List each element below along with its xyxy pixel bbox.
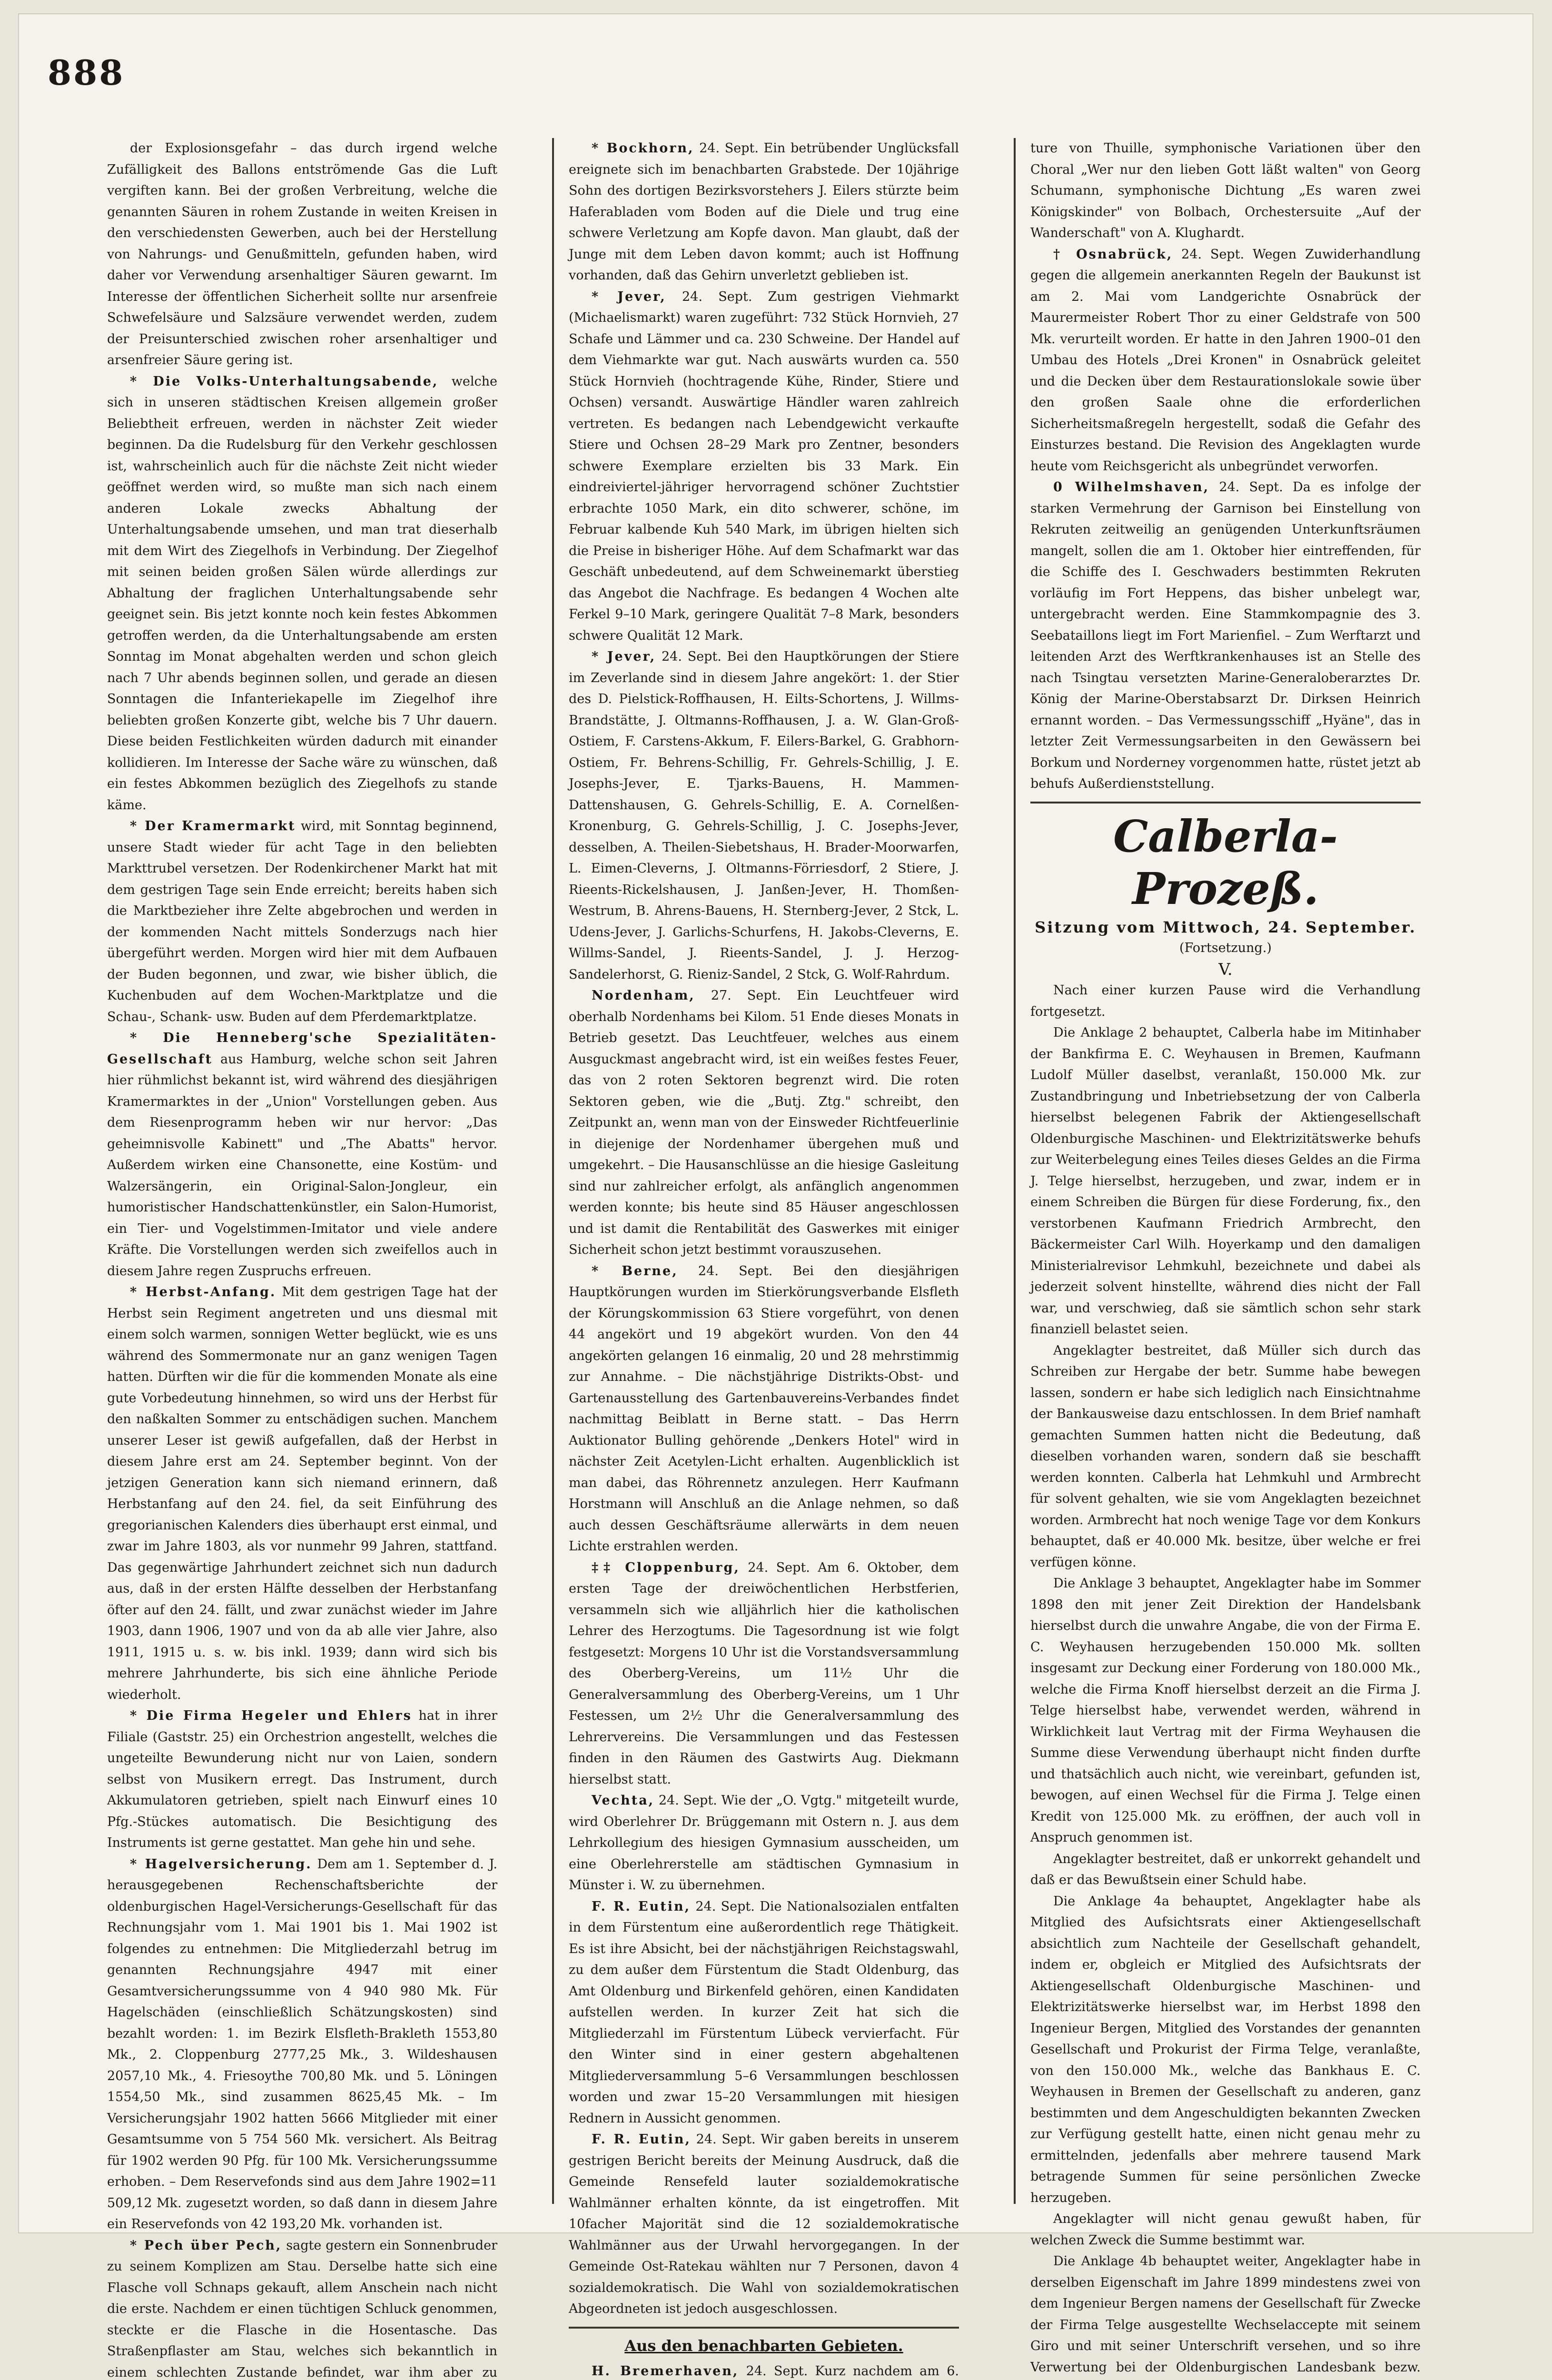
article-body: 24. Sept. Am 6. Oktober, dem ersten Tage der dreiwöchentlichen Herbstferien, versammeln sich wie alljährlich hier die katholischen Lehrer des Herzogtums. Die Tagesordnung ist wie folgt festgesetzt: Morgens 10 Uhr ist die Vorstandsversammlung des Oberberg-Vereins, um 11½ Uhr die Generalversammlung des Oberberg-Vereins, um 1 Uhr Festessen, um 2½ Uhr die Generalversammlung des Lehrervereins. Die Versammlungen und das Festessen finden in den Räumen des Gastwirts Aug. Diekmann hierselbst statt. xyxy=(569,1560,959,1787)
article-wilhelmshaven xyxy=(1030,477,1421,795)
article-body: 24. Sept. Bei den diesjährigen Hauptkörungen wurden im Stierkörungsverbande Elsfleth der Körungskommission 63 Stiere vorgeführt, von denen 44 angekört und 19 abgekört wurden. Von den 44 angekörten gelangen 16 einmalig, 20 und 28 mehrstimmig zur Annahme. – Die nächstjährige Distrikts-Obst- und Gartenausstellung des Gartenbauvereins-Verbandes findet nachmittag Beiblatt in Berne statt. – Das Herrn Auktionator Bulling gehörende „Denkers Hotel" wird in nächster Zeit Acetylen-Licht erhalten. Augenblicklich ist man dabei, das Röhrennetz anzulegen. Herr Kaufmann Horstmann will Anschluß an die Anlage nehmen, so daß auch dessen Geschäftsräume allerwärts in dem neuen Lichte erstrahlen werden. xyxy=(569,1264,959,1554)
trial-title: Calberla-Prozeß. xyxy=(1030,810,1421,915)
article-body: aus Hamburg, welche schon seit Jahren hier rühmlichst bekannt ist, wird während des diesjährigen Kramermarktes in der „Union" Vorstellungen geben. Aus dem Riesenprogramm heben wir nur hervor: „Das geheimnisvolle Kabinett" und „The Abatts" hervor. Außerdem wirken eine Chansonette, eine Kostüm- und Walzersängerin, ein Original-Salon-Jongleur, ein humoristischer Handschattenkünstler, ein Salon-Humorist, ein Tier- und Vogelstimmen-Imitator und viele andere Kräfte. Die Vorstellungen werden sich zweifellos auch in diesem Jahre regen Zuspruchs erfreuen. xyxy=(107,1052,497,1279)
column-rule-left xyxy=(552,138,554,2204)
article-jever-koerung xyxy=(569,646,959,985)
article-body: 24. Sept. Wie der „O. Vgtg." mitgeteilt wurde, wird Oberlehrer Dr. Brüggemann mit Ostern n. J. aus dem Lehrkollegium des hiesigen Gymnasium ausscheiden, um eine Oberlehrerstelle am städtischen Gymnasium in Münster i. W. zu übernehmen. xyxy=(569,1793,959,1893)
trial-part: V. xyxy=(1030,959,1421,981)
newspaper-page xyxy=(19,14,1532,2232)
article-body: 27. Sept. Ein Leuchtfeuer wird oberhalb Nordenhams bei Kilom. 51 Ende dieses Monats in Betrieb gesetzt. Das Leuchtfeuer, welches aus einem Ausguckmast angebracht wird, ist ein weißes festes Feuer, das von 2 roten Sektoren begrenzt wird. Die roten Sektoren geben, wie die „Butj. Ztg." schreibt, den Zeitpunkt an, wenn man von der Einsweder Richtfeuerlinie in diejenige der Nordenhamer übergehen muß und umgekehrt. – Die Hausanschlüsse an die hiesige Gasleitung sind nur zahlreicher erfolgt, als anfänglich angenommen werden konnte; bis heute sind 85 Häuser angeschlossen und ist damit die Rentabilität des Gaswerkes mit einiger Sicherheit schon jetzt bestimmt vorauszusehen. xyxy=(569,988,959,1257)
headline: Vechta, xyxy=(592,1793,654,1808)
headline: * Pech über Pech, xyxy=(130,2238,282,2253)
trial-para: Angeklagter bestreitet, daß er unkorrekt gehandelt und daß er das Bewußtsein einer Schuld habe. xyxy=(1030,1849,1421,1891)
article-body: 24. Sept. Wegen Zuwiderhandlung gegen die allgemein anerkannten Regeln der Baukunst ist am 2. Mai vom Landgerichte Osnabrück der Maurermeister Robert Thor zu einer Geldstrafe von 500 Mk. verurteilt worden. Er hatte in den Jahren 1900–01 den Umbau des Hotels „Drei Kronen" in Osnabrück geleitet und die Decken über dem Restaurationslokale sowie über den großen Saale ohne die erforderlichen Sicherheitsmaßregeln hergestellt, sodaß die Gefahr des Einsturzes bestand. Die Revision des Angeklagten wurde heute vom Reichsgericht als unbegründet verworfen. xyxy=(1030,247,1421,474)
article-body: 24. Sept. Wir gaben bereits in unserem gestrigen Bericht bereits der Meinung Ausdruck, daß die Gemeinde Rensefeld lauter sozialdemokratische Wahlmänner erhalten könnte, da ist eingetroffen. Mit 10facher Majorität sind die 12 sozialdemokratische Wahlmänner aus der Urwahl hervorgegangen. In der Gemeinde Ost-Ratekau wählten nur 7 Personen, davon 4 sozialdemokratisch. Die Wahl von sozialdemokratischen Abgeordneten ist jedoch ausgeschlossen. xyxy=(569,2132,959,2316)
article-berne xyxy=(569,1261,959,1557)
headline: * Jever, xyxy=(592,289,666,304)
trial-para: Die Anklage 2 behauptet, Calberla habe im Mitinhaber der Bankfirma E. C. Weyhausen in Bremen, Kaufmann Ludolf Müller daselbst, veranlaßt, 150.000 Mk. zur Zustandbringung und Inbetriebsetzung der von Calberla hierselbst belegenen Fabrik der Aktiengesellschaft Oldenburgische Maschinen- und Elektrizitätswerke behufs zur Weiterbelegung eines Teiles dieses Geldes an die Firma J. Telge hierselbst, herzugeben, und zwar, indem er in einem Schreiben die Bürgen für diese Forderung, fix., den verstorbenen Kaufmann Friedrich Armbrecht, den Bäckermeister Carl Wilh. Hoyerkamp und den damaligen Ministerialrevisor Lehmkuhl, bezeichnete und dabei als jederzeit solvent hinstellte, während dies nicht der Fall war, und verschwieg, daß sie sämtlich schon sehr stark finanziell belastet seien. xyxy=(1030,1022,1421,1340)
article-bremerhaven xyxy=(569,2361,959,2380)
headline: Nordenham, xyxy=(592,988,695,1003)
headline: * Die Firma Hegeler und Ehlers xyxy=(130,1708,412,1723)
trial-para: Nach einer kurzen Pause wird die Verhandlung fortgesetzt. xyxy=(1030,980,1421,1022)
column-3 xyxy=(1030,138,1421,2204)
article-body: 24. Sept. Bei den Hauptkörungen der Stiere im Zeverlande sind in diesem Jahre angekört: 1. der Stier des D. Pielstick-Roffhausen, H. Eilts-Schortens, J. Willms-Brandstätte, J. Oltmanns-Roffhausen, J. a. W. Glan-Groß-Ostiem, F. Carstens-Akkum, F. Eilers-Barkel, G. Grabhorn-Ostiem, Fr. Behrens-Schillig, Fr. Gehrels-Schillig, J. E. Josephs-Jever, E. Tjarks-Bauens, H. Mammen-Dattenshausen, G. Gehrels-Schillig, E. A. Cornelßen-Kronenburg, G. Gehrels-Schillig, J. C. Josephs-Jever, desselben, A. Theilen-Siebetshaus, H. Brader-Moorwarfen, L. Eimen-Cleverns, J. Oltmanns-Förriesdorf, 2 Stiere, J. Rieents-Rickelshausen, J. Janßen-Jever, H. Thomßen-Westrum, B. Ahrens-Bauens, H. Sternberg-Jever, 2 Stck, L. Udens-Jever, J. Garlichs-Schurfens, H. Jakobs-Cleverns, E. Willms-Sandel, J. Rieents-Sandel, J. J. Herzog-Sandelerhorst, G. Rieniz-Sandel, 2 Stck, G. Wolf-Rahrdum. xyxy=(569,649,959,982)
article-bockhorn xyxy=(569,138,959,287)
headline: H. Bremerhaven, xyxy=(592,2364,739,2379)
divider xyxy=(569,2327,959,2329)
article-herbst xyxy=(107,1282,497,1706)
article-body: Dem am 1. September d. J. herausgegebenen Rechenschaftsberichte der oldenburgischen Hagel-Versicherungs-Gesellschaft für das Rechnungsjahr vom 1. Mai 1901 bis 1. Mai 1902 ist folgendes zu entnehmen: Die Mitgliederzahl betrug im genannten Rechnungsjahre 4947 mit einer Gesamtversicherungssumme von 4 940 980 Mk. Für Hagelschäden (einschließlich Schätzungskosten) sind bezahlt worden: 1. im Bezirk Elsfleth-Brakleth 1553,80 Mk., 2. Cloppenburg 2777,25 Mk., 3. Wildeshausen 2057,10 Mk., 4. Friesoythe 700,80 Mk. und 5. Löningen 1554,50 Mk., sind zusammen 8625,45 Mk. – Im Versicherungsjahr 1902 hatten 5666 Mitglieder mit einer Gesamtsumme von 5 754 560 Mk. versichert. Als Beitrag für 1902 werden 90 Pfg. für 100 Mk. Versicherungssumme erhoben. – Dem Reservefonds sind aus dem Jahre 1902=11 509,12 Mk. zugesetzt worden, so daß dann in diesem Jahre ein Reservefonds von 42 193,20 Mk. vorhanden ist. xyxy=(107,1857,497,2232)
column-2 xyxy=(569,138,959,2204)
article-pech xyxy=(107,2235,497,2380)
article-eutin-1 xyxy=(569,1896,959,2130)
trial-session: Sitzung vom Mittwoch, 24. September. xyxy=(1030,917,1421,938)
article-body: Mit dem gestrigen Tage hat der Herbst sein Regiment angetreten und uns diesmal mit einem solch warmen, sonnigen Wetter beglückt, wie es uns während des Sommermonate nur an ganz wenigen Tagen hatten. Dürften wir die für die kommenden Monate als eine gute Vorbedeutung hinnehmen, so wird uns der Herbst für den naßkalten Sommer zu entschädigen suchen. Manchem unserer Leser ist gewiß aufgefallen, daß der Herbst in diesem Jahre erst am 24. September beginnt. Von der jetzigen Generation kann sich niemand erinnern, daß Herbstanfang auf den 24. fiel, da seit Einführung des gregorianischen Kalenders dies überhaupt erst einmal, und zwar im Jahre 1803, als vor nunmehr 99 Jahren, stattfand. Das gegenwärtige Jahrhundert zeichnet sich nun dadurch aus, daß in der ersten Hälfte desselben der Herbstanfang öfter auf den 24. fällt, und zwar zunächst wieder im Jahre 1903, dann 1906, 1907 und von da ab alle vier Jahre, also 1911, 1915 u. s. w. bis inkl. 1939; dann wird sich bis mehrere Jahrhunderte, bis sich eine ähnliche Periode wiederholt. xyxy=(107,1285,497,1702)
headline: * Die Volks-Unterhaltungsabende, xyxy=(130,374,438,389)
trial-para: Angeklagter bestreitet, daß Müller sich durch das Schreiben zur Hergabe der betr. Summe habe bewegen lassen, sondern er habe sich lediglich nach Einsichtnahme der Bankausweise dazu entschlossen. In dem Brief namhaft gemachten Summen hatten nicht die Bedeutung, daß dieselben vorhanden waren, sondern daß sie beschafft werden konnten. Calberla hat Lehmkuhl und Armbrecht für solvent gehalten, wie sie vom Angeklagten bezeichnet worden. Armbrecht hat noch wenige Tage vor dem Konkurs behauptet, daß er 40.000 Mk. besitze, über welche er frei verfügen könne. xyxy=(1030,1340,1421,1574)
article-body: 24. Sept. Zum gestrigen Viehmarkt (Michaelismarkt) waren zugeführt: 732 Stück Hornvieh, 27 Schafe und Lämmer und ca. 230 Schweine. Der Handel auf dem Viehmarkte war gut. Nach auswärts wurden ca. 550 Stück Hornvieh (hochtragende Kühe, Rinder, Stiere und Ochsen) versandt. Auswärtige Händler waren zahlreich vertreten. Es bedangen nach Lebendgewicht verkaufte Stiere und Ochsen 28–29 Mark pro Zentner, besonders schwere Exemplare erzielten bis 33 Mark. Ein eindreiviertel-jähriger hervorragend schöner Zuchtstier erbrachte 1050 Mark, ein dito schwerer, schöne, im Februar kalbende Kuh 540 Mark, im übrigen hielten sich die Preise in bisheriger Höhe. Auf dem Schafmarkt war das Geschäft unbedeutend, auf dem Schweinemarkt überstieg das Angebot die Nachfrage. Es bedangen 4 Wochen alte Ferkel 9–10 Mark, geringere Qualität 7–8 Mark, besonders schwere Qualität 12 Mark. xyxy=(569,289,959,643)
article-arsenic-tail: der Explosionsgefahr – das durch irgend welche Zufälligkeit des Ballons entströmende Gas die Luft vergiften kann. Bei der großen Verbreitung, welche die genannten Säuren in rohem Zustande in weiten Kreisen in den verschiedensten Gewerben, auch bei der Herstellung von Nahrungs- und Genußmitteln, gefunden haben, wird daher vor Verwendung arsenhaltiger Säuren gewarnt. Im Interesse der öffentlichen Sicherheit sollte nur arsenfreie Schwefelsäure und Salzsäure verwendet werden, zudem der Preisunterschied zwischen roher arsenhaltiger und arsenfreier Säure gering ist. xyxy=(107,138,497,371)
section-heading: Aus den benachbarten Gebieten. xyxy=(569,2335,959,2357)
trial-para: Die Anklage 4b behauptet weiter, Angeklagter habe in derselben Eigenschaft im Jahre 1899 mindestens zwei von dem Ingenieur Bergen namens der Gesellschaft für Zwecke der Firma Telge ausgestellte Wechselaccepte mit seinem Giro und mit seiner Unterschrift versehen, und so ihre Verwertung bei der Oldenburgischen Landesbank bezw. xyxy=(1030,2251,1421,2380)
headline: * Bockhorn, xyxy=(592,141,694,156)
article-vechta xyxy=(569,1790,959,1896)
trial-para: Angeklagter will nicht genau gewußt haben, für welchen Zweck die Summe bestimmt war. xyxy=(1030,2209,1421,2251)
headline: * Der Kramermarkt xyxy=(130,819,296,833)
article-body: 24. Sept. Kurz nachdem am 6. xyxy=(569,2364,959,2380)
trial-continuation: (Fortsetzung.) xyxy=(1030,938,1421,959)
article-body: 24. Sept. Die Nationalsozialen entfalten in dem Fürstentum eine außerordentlich rege Thätigkeit. Es ist ihre Absicht, bei der nächstjährigen Reichstagswahl, zu dem außer dem Fürstentum die Stadt Oldenburg, das Amt Oldenburg und Birkenfeld gehören, einen Kandidaten aufstellen werden. In kurzer Zeit hat sich die Mitgliederzahl im Fürstentum Lübeck vervierfacht. Für den Winter sind in einer gestern abgehaltenen Mitgliederversammlung 5–6 Versammlungen beschlossen worden und zwar 15–20 Versammlungen mit hiesigen Rednern in Aussicht genommen. xyxy=(569,1899,959,2126)
headline: F. R. Eutin, xyxy=(592,2132,691,2147)
article-osnabrueck xyxy=(1030,244,1421,477)
headline: † Osnabrück, xyxy=(1053,247,1173,262)
headline: ‡‡ Cloppenburg, xyxy=(592,1560,740,1575)
headline: * Die Henneberg'sche Spezialitäten-Gesellschaft xyxy=(107,1031,497,1067)
article-body: 24. Sept. Ein betrübender Unglücksfall ereignete sich im benachbarten Grabstede. Der 10jährige Sohn des dortigen Bezirksvorstehers J. Eilers stürzte beim Haferabladen vom Boden auf die Diele und trug eine schwere Verletzung am Kopfe davon. Man glaubt, daß der Junge mit dem Leben davon kommt; auch ist Hoffnung vorhanden, daß das Gehirn unverletzt geblieben ist. xyxy=(569,141,959,283)
article-volks-unterhaltung xyxy=(107,371,497,816)
article-body: sagte gestern ein Sonnenbruder zu seinem Komplizen am Stau. Derselbe hatte sich eine Flasche voll Schnaps gekauft, allem Anschein nach nicht die erste. Nachdem er einen tüchtigen Schluck genommen, steckte er die Flasche in die Hosentasche. Das Straßenpflaster am Stau, welches sich bekanntlich in einem schlechten Zustande befindet, war ihm aber zu xyxy=(107,2238,497,2380)
article-body: 24. Sept. Da es infolge der starken Vermehrung der Garnison bei Einstellung von Rekruten zeitweilig an genügenden Unterkunftsräumen mangelt, sollen die am 1. Oktober hier eintreffenden, für die Schiffe des I. Geschwaders bestimmten Rekruten vorläufig im Fort Heppens, das bisher unbelegt war, untergebracht werden. Eine Stammkompagnie des 3. Seebataillons liegt im Fort Marienfiel. – Zum Werftarzt und leitenden Arzt des Werftkrankenhauses ist an Stelle des nach Tsingtau versetzten Marine-Generaloberarztes Dr. König der Marine-Oberstabsarzt Dr. Dirksen Heinrich ernannt worden. – Das Vermessungsschiff „Hyäne", das in letzter Zeit Vermessungsarbeiten in den Gewässern bei Borkum und Norderney vorgenommen hatte, rüstet jetzt ab behufs Außerdienststellung. xyxy=(1030,480,1421,791)
article-body: wird, mit Sonntag beginnend, unsere Stadt wieder für acht Tage in den beliebten Markttrubel versetzen. Der Rodenkirchener Markt hat mit dem gestrigen Tage sein Ende erreicht; bereits haben sich die Marktbezieher ihre Zelte abgebrochen und werden in der kommenden Nacht mittels Sonderzugs nach hier übergeführt werden. Morgen wird hier mit dem Aufbauen der Buden begonnen, und zwar, wie bisher üblich, die Kuchenbuden auf dem Wochen-Marktplatze und die Schau-, Schank- usw. Buden auf dem Pferdemarktplatze. xyxy=(107,819,497,1024)
article-henneberg xyxy=(107,1028,497,1282)
page-number: 888 xyxy=(48,52,125,93)
article-nordenham xyxy=(569,985,959,1261)
headline: F. R. Eutin, xyxy=(592,1899,691,1914)
headline: * Hagelversicherung. xyxy=(130,1857,312,1872)
article-hegeler xyxy=(107,1706,497,1854)
article-lehe-cont: ture von Thuille, symphonische Variationen über den Choral „Wer nur den lieben Gott läßt walten" von Georg Schumann, symphonische Dichtung „Es waren zwei Königskinder" von Bolbach, Orchestersuite „Auf der Wanderschaft" von A. Klughardt. xyxy=(1030,138,1421,244)
article-cloppenburg xyxy=(569,1557,959,1791)
article-body: welche sich in unseren städtischen Kreisen allgemein großer Beliebtheit erfreuen, werden in nächster Zeit wieder beginnen. Da die Rudelsburg für den Verkehr geschlossen ist, wahrscheinlich auch für die nächste Zeit nicht wieder geöffnet werden wird, so mußte man sich nach einem anderen Lokale zwecks Abhaltung der Unterhaltungsabende umsehen, und man trat dieserhalb mit dem Wirt des Ziegelhofs in Verbindung. Der Ziegelhof mit seinen beiden großen Sälen würde allerdings zur Abhaltung der fraglichen Unterhaltungsabende sehr geeignet sein. Bis jetzt konnte noch kein festes Abkommen getroffen werden, da die Unterhaltungsabende am ersten Sonntag im Monat abgehalten werden und schon gleich nach 7 Uhr abends beginnen sollen, und gerade an diesen Sonntagen die Infanteriekapelle im Ziegelhof ihre beliebten großen Konzerte gibt, welche bis 7 Uhr dauern. Diese beiden Festlichkeiten würden dadurch mit einander kollidieren. Im Interesse der Sache wäre zu wünschen, daß ein festes Abkommen bezüglich des Ziegelhofs zu stande käme. xyxy=(107,374,497,813)
trial-para: Die Anklage 3 behauptet, Angeklagter habe im Sommer 1898 den mit jener Zeit Direktion der Handelsbank hierselbst durch die unwahre Angabe, die von der Firma E. C. Weyhausen herzugebenden 150.000 Mk. sollten insgesamt zur Deckung einer Forderung von 180.000 Mk., welche die Firma Knoff hierselbst derzeit an die Firma J. Telge hierselbst habe, verwendet werden, während in Wirklichkeit laut Vertrag mit der Firma Weyhausen die Summe diese Verwendung überhaupt nicht finden durfte und thatsächlich auch nicht, wie vereinbart, gefunden ist, bewogen, auf einen Wechsel für die Firma J. Telge einen Kredit von 125.000 Mk. zu eröffnen, der auch voll in Anspruch genommen ist. xyxy=(1030,1573,1421,1849)
trial-para: Die Anklage 4a behauptet, Angeklagter habe als Mitglied des Aufsichtsrats einer Aktiengesellschaft absichtlich zum Nachteile der Gesellschaft gehandelt, indem er, obgleich er Mitglied des Aufsichtsrats der Aktiengesellschaft Oldenburgische Maschinen- und Elektrizitätswerke hierselbst war, im Herbst 1898 den Ingenieur Bergen, Mitglied des Vorstandes der genannten Gesellschaft und Prokurist der Firma Telge, veranlaßte, von den 150.000 Mk., welche das Bankhaus E. C. Weyhausen in Bremen der Gesellschaft zu anderen, ganz bestimmten und dem Angeschuldigten bekannten Zwecken zur Verfügung gestellt hatte, einen nicht genau mehr zu ermittelnden, jedenfalls aber mehrere tausend Mark betragende Summen für seine persönlichen Zwecke herzugeben. xyxy=(1030,1891,1421,2209)
headline: 0 Wilhelmshaven, xyxy=(1053,480,1209,495)
article-eutin-2 xyxy=(569,2129,959,2320)
article-hagel xyxy=(107,1854,497,2235)
article-jever-vieh xyxy=(569,287,959,647)
divider xyxy=(1030,802,1421,803)
column-rule-right xyxy=(1014,138,1016,2204)
column-1 xyxy=(107,138,497,2204)
article-kramermarkt xyxy=(107,816,497,1028)
headline: * Berne, xyxy=(592,1264,678,1279)
headline: * Herbst-Anfang. xyxy=(130,1285,276,1299)
headline: * Jever, xyxy=(592,649,656,664)
article-body: hat in ihrer Filiale (Gaststr. 25) ein Orchestrion angestellt, welches die ungeteilte Bewunderung nicht nur von Laien, sondern selbst von Musikern erregt. Das Instrument, durch Akkumulatoren getrieben, spielt nach Einwurf eines 10 Pfg.-Stückes automatisch. Die Besichtigung des Instruments ist gerne gestattet. Man gehe hin und sehe. xyxy=(107,1708,497,1850)
